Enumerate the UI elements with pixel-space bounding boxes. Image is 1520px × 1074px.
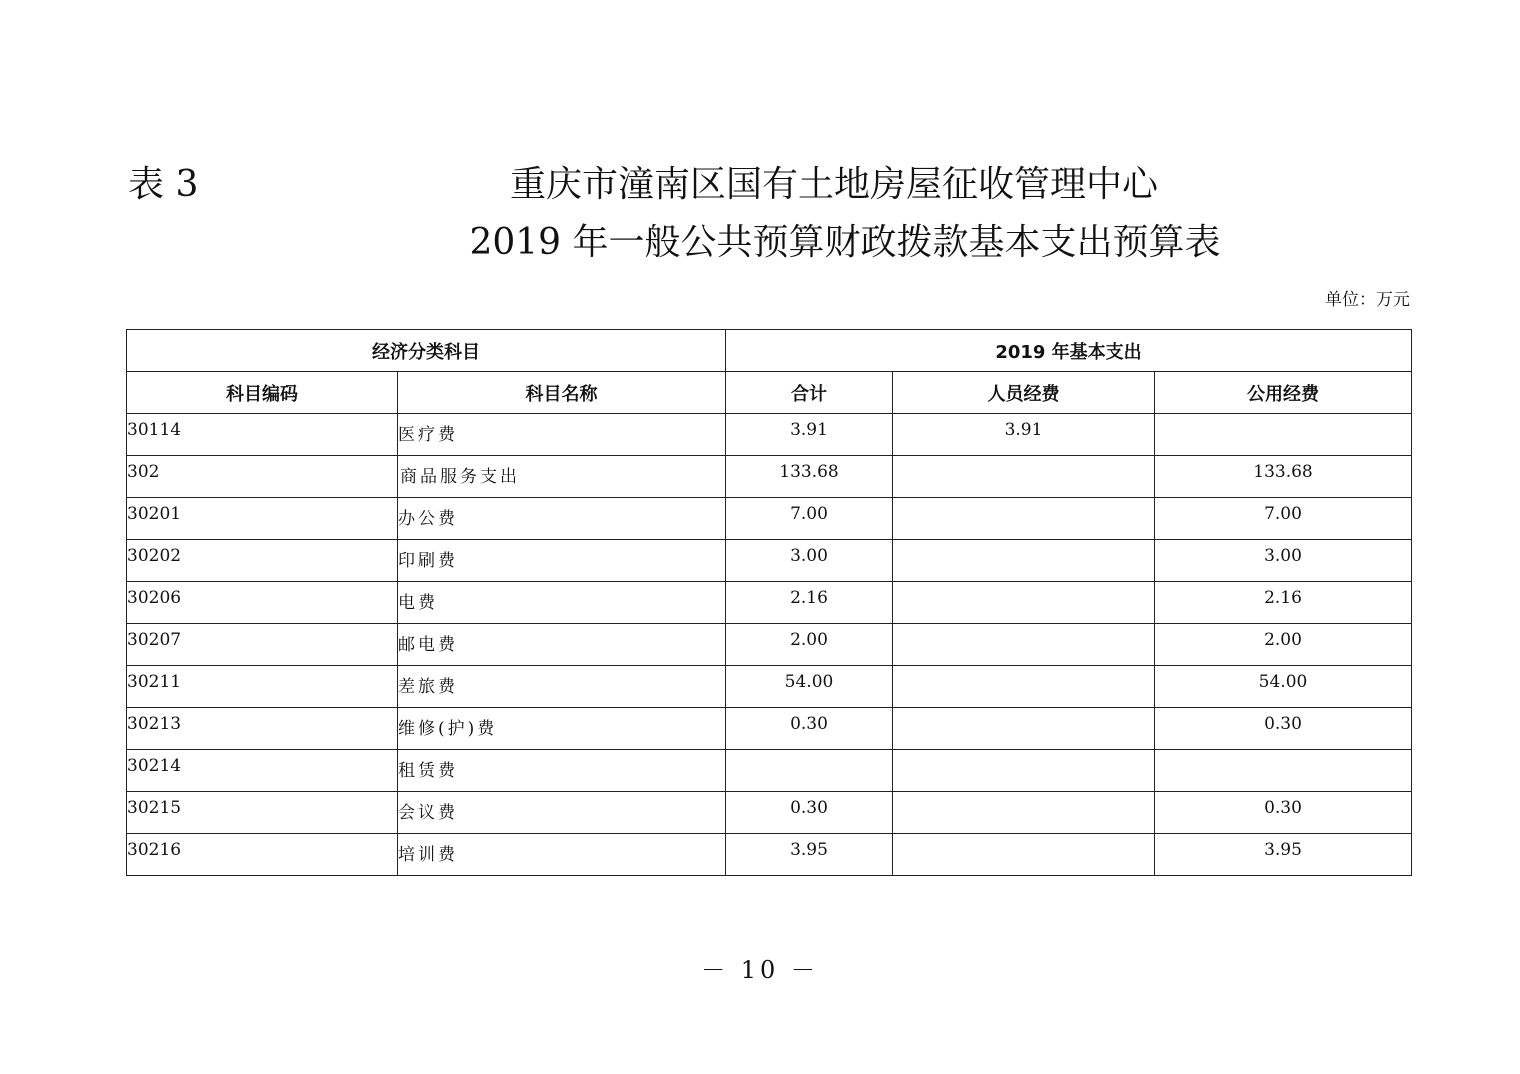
- cell-public: 2.00: [1155, 624, 1412, 666]
- cell-personnel: [893, 540, 1155, 582]
- cell-code: 30201: [127, 498, 398, 540]
- table-row: [127, 792, 1412, 834]
- cell-code: 30213: [127, 708, 398, 750]
- cell-personnel: [893, 582, 1155, 624]
- cell-personnel: [893, 792, 1155, 834]
- cell-public: 0.30: [1155, 792, 1412, 834]
- table-row: [127, 498, 1412, 540]
- table-row: [127, 750, 1412, 792]
- cell-name: 差旅费: [398, 666, 726, 708]
- cell-public: 7.00: [1155, 498, 1412, 540]
- table-row: [127, 708, 1412, 750]
- cell-name: 电费: [398, 582, 726, 624]
- cell-name: 维修(护)费: [398, 708, 726, 750]
- cell-total: 0.30: [726, 708, 893, 750]
- column-header-total: 合计: [726, 372, 893, 414]
- cell-personnel: [893, 708, 1155, 750]
- table-row: [127, 834, 1412, 876]
- table-body: [127, 414, 1412, 876]
- cell-name: 邮电费: [398, 624, 726, 666]
- cell-total: 7.00: [726, 498, 893, 540]
- cell-name: 医疗费: [398, 414, 726, 456]
- document-title-line1: 重庆市潼南区国有土地房屋征收管理中心: [509, 164, 1158, 205]
- table-row: [127, 414, 1412, 456]
- cell-total: 2.00: [726, 624, 893, 666]
- cell-name: 商品服务支出: [398, 456, 726, 498]
- cell-public: 3.95: [1155, 834, 1412, 876]
- cell-public: 54.00: [1155, 666, 1412, 708]
- cell-personnel: 3.91: [893, 414, 1155, 456]
- cell-personnel: [893, 750, 1155, 792]
- group-header-basic-expenditure: 2019 年基本支出: [726, 330, 1412, 372]
- column-header-code: 科目编码: [127, 372, 398, 414]
- cell-code: 30114: [127, 414, 398, 456]
- unit-note: 单位：万元: [1325, 290, 1410, 310]
- group-header-economic-class: 经济分类科目: [127, 330, 726, 372]
- cell-code: 30207: [127, 624, 398, 666]
- table-row: [127, 582, 1412, 624]
- cell-code: 302: [127, 456, 398, 498]
- cell-total: 3.95: [726, 834, 893, 876]
- cell-public: [1155, 750, 1412, 792]
- cell-total: [726, 750, 893, 792]
- cell-total: 2.16: [726, 582, 893, 624]
- cell-personnel: [893, 498, 1155, 540]
- cell-code: 30202: [127, 540, 398, 582]
- cell-name: 培训费: [398, 834, 726, 876]
- table-row: [127, 666, 1412, 708]
- cell-name: 办公费: [398, 498, 726, 540]
- cell-public: 2.16: [1155, 582, 1412, 624]
- column-header-personnel: 人员经费: [893, 372, 1155, 414]
- page-number: － 10 －: [701, 956, 819, 984]
- cell-total: 0.30: [726, 792, 893, 834]
- cell-name: 印刷费: [398, 540, 726, 582]
- cell-personnel: [893, 834, 1155, 876]
- cell-personnel: [893, 456, 1155, 498]
- document-title-line2: 2019 年一般公共预算财政拨款基本支出预算表: [469, 222, 1221, 263]
- column-header-name: 科目名称: [398, 372, 726, 414]
- cell-public: 0.30: [1155, 708, 1412, 750]
- column-header-public: 公用经费: [1155, 372, 1412, 414]
- cell-total: 3.00: [726, 540, 893, 582]
- cell-code: 30215: [127, 792, 398, 834]
- cell-personnel: [893, 624, 1155, 666]
- group-header-row: [127, 330, 1412, 372]
- cell-public: 3.00: [1155, 540, 1412, 582]
- cell-public: [1155, 414, 1412, 456]
- cell-name: 租赁费: [398, 750, 726, 792]
- cell-code: 30216: [127, 834, 398, 876]
- cell-name: 会议费: [398, 792, 726, 834]
- table-label: 表 3: [128, 164, 199, 205]
- table-row: [127, 624, 1412, 666]
- cell-code: 30214: [127, 750, 398, 792]
- cell-total: 54.00: [726, 666, 893, 708]
- cell-code: 30206: [127, 582, 398, 624]
- cell-personnel: [893, 666, 1155, 708]
- cell-total: 133.68: [726, 456, 893, 498]
- column-header-row: [127, 372, 1412, 414]
- cell-total: 3.91: [726, 414, 893, 456]
- budget-table: [126, 329, 1412, 876]
- cell-public: 133.68: [1155, 456, 1412, 498]
- cell-code: 30211: [127, 666, 398, 708]
- table-row: [127, 456, 1412, 498]
- table-row: [127, 540, 1412, 582]
